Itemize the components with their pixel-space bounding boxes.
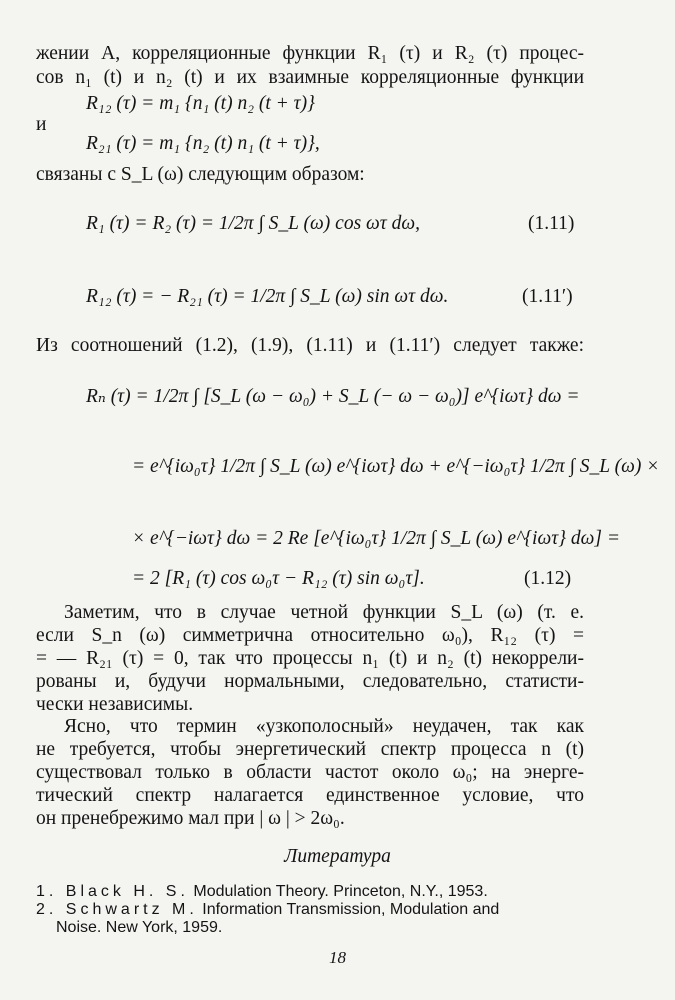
equation-1-12-line4: = 2 [R₁ (τ) cos ω₀τ − R₁₂ (τ) sin ω₀τ]. [132, 568, 425, 589]
reference-author: 2. Schwartz M. [36, 901, 198, 918]
reference-title: Information Transmission, Modulation and [202, 901, 500, 918]
reference-title: Modulation Theory. Princeton, N.Y., 1953. [193, 883, 488, 900]
text-line: жении A, корреляционные функции R₁ (τ) и R₂ (τ) процес- [36, 43, 584, 64]
text-line: существовал только в области частот около ω₀; на энерге- [36, 762, 584, 783]
equation-1-11: R₁ (τ) = R₂ (τ) = 1/2π ∫ S_L (ω) cos ωτ dω, [86, 213, 421, 234]
text-line: Заметим, что в случае четной функции S_L (ω) (т. е. [64, 602, 584, 623]
equation-1-11-prime: R₁₂ (τ) = − R₂₁ (τ) = 1/2π ∫ S_L (ω) sin ωτ dω. [86, 286, 449, 307]
text-line: = — R₂₁ (τ) = 0, так что процессы n₁ (t) и n₂ (t) некоррели- [36, 648, 584, 669]
reference-2 [36, 900, 584, 920]
text-line: Ясно, что термин «узкополосный» неудачен, так как [64, 716, 584, 737]
equation-number: (1.11) [528, 213, 575, 234]
text-line: связаны с S_L (ω) следующим образом: [36, 164, 365, 185]
text-line: не требуется, чтобы энергетический спектр процесса n (t) [36, 739, 584, 760]
text-line: сов n₁ (t) и n₂ (t) и их взаимные корреляционные функции [36, 67, 584, 88]
text-conjunction: и [36, 114, 47, 135]
text-line: рованы и, будучи нормальными, следовательно, статисти- [36, 671, 584, 692]
equation-1-12-line1: Rₙ (τ) = 1/2π ∫ [S_L (ω − ω₀) + S_L (− ω − ω₀)] e^{iωτ} dω = [86, 386, 580, 407]
equation-r21: R₂₁ (τ) = m₁ {n₂ (t) n₁ (t + τ)}, [86, 133, 320, 154]
references-heading: Литература [284, 846, 391, 867]
reference-author: 1. Black H. S. [36, 883, 189, 900]
text-line: тический спектр налагается единственное условие, что [36, 785, 584, 806]
reference-1 [36, 882, 584, 902]
equation-r12: R₁₂ (τ) = m₁ {n₁ (t) n₂ (t + τ)} [86, 93, 315, 114]
text-line: Из соотношений (1.2), (1.9), (1.11) и (1.11′) следует также: [36, 335, 584, 356]
text-line: он пренебрежимо мал при | ω | > 2ω₀. [36, 808, 345, 829]
equation-1-12-line2: = e^{iω₀τ} 1/2π ∫ S_L (ω) e^{iωτ} dω + e^{−iω₀τ} 1/2π ∫ S_L (ω) × [132, 456, 660, 477]
text-line: если S_n (ω) симметрична относительно ω₀), R₁₂ (τ) = [36, 625, 584, 646]
equation-number: (1.12) [524, 568, 572, 589]
reference-2-continued: Noise. New York, 1959. [56, 919, 223, 936]
page-number: 18 [329, 948, 346, 967]
text-line: чески независимы. [36, 694, 194, 715]
equation-number: (1.11′) [522, 286, 573, 307]
equation-1-12-line3: × e^{−iωτ} dω = 2 Re [e^{iω₀τ} 1/2π ∫ S_L (ω) e^{iωτ} dω] = [132, 528, 621, 549]
